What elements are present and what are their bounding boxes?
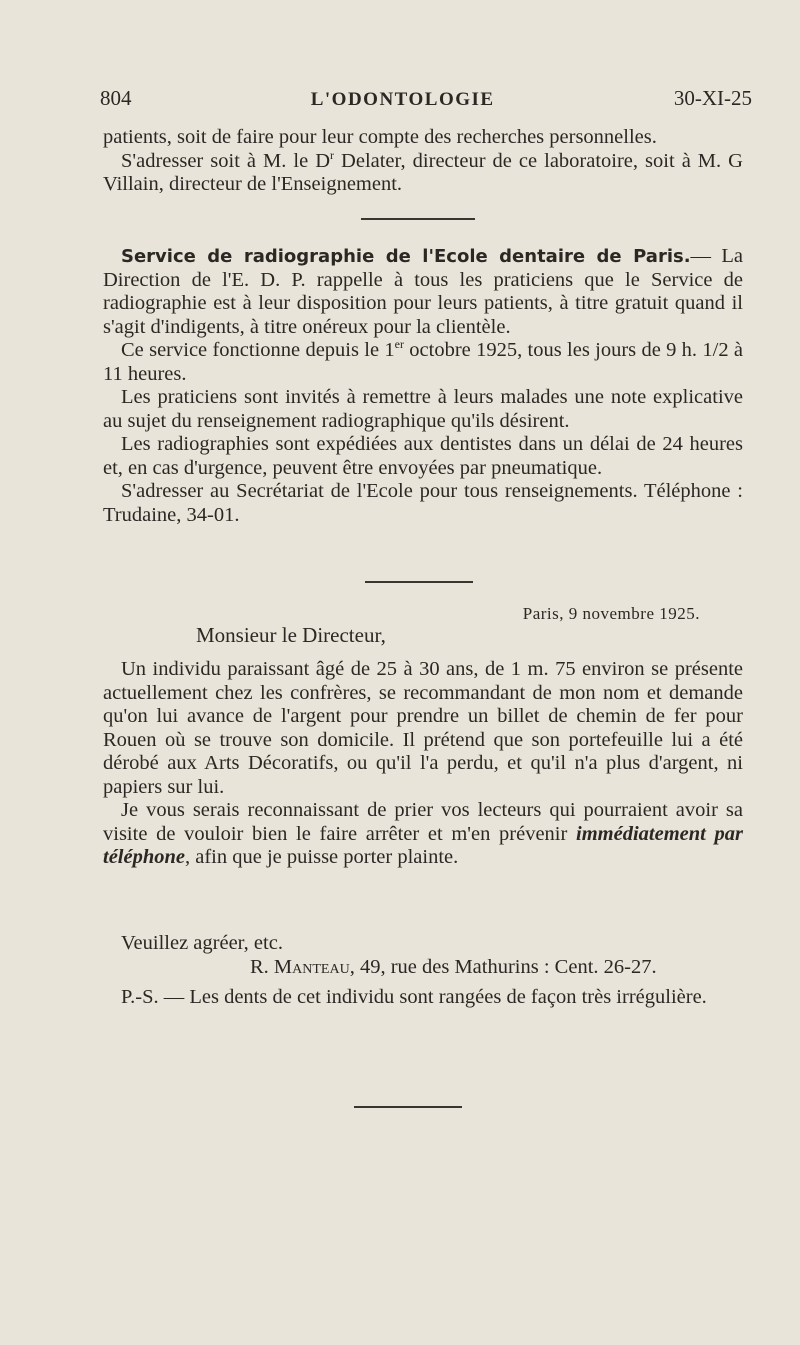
text-run: Ce service fonctionne depuis le 1 [121,339,395,361]
letter-salutation: Monsieur le Directeur, [196,623,386,647]
emphasis: immédiatement par téléphone [103,822,743,868]
letter-closing-block [103,932,743,956]
running-header [100,86,752,111]
section-heading: Service de radiographie de l'Ecole dentaire de Paris. [121,246,691,267]
paragraph: Les radiographies sont expédiées aux dentistes dans un délai de 24 heures et, en cas d'urgence, peuvent être envoyées par pneumatique. [103,433,743,479]
signature-address: , 49, rue des Mathurins : Cent. 26-27. [349,956,657,978]
postscript-block [103,986,743,1010]
paragraph [103,147,743,197]
page-number: 804 [100,86,132,110]
separator-rule [365,581,473,583]
block-radiography [103,245,743,527]
superscript: r [330,147,335,162]
paragraph [103,245,743,339]
text-run: octobre 1925, tous les jours de 9 h. 1/2 à 11 heures. [103,339,743,385]
text-run: , afin que je puisse porter plainte. [185,846,459,868]
separator-rule [361,218,475,220]
superscript: er [394,337,404,352]
paragraph: patients, soit de faire pour leur compte des recherches personnelles. [103,126,657,148]
signature-name: R. Manteau [250,956,350,978]
journal-title: L'ODONTOLOGIE [310,89,495,110]
letter-body [103,658,743,870]
paragraph [103,799,743,870]
separator-rule [354,1106,462,1108]
block-laboratory [103,126,743,197]
text-run: S'adresser soit à M. le D [121,149,331,172]
paragraph [103,339,743,386]
postscript: P.-S. — Les dents de cet individu sont rangées de façon très irrégulière. [121,986,707,1008]
paragraph: Les praticiens sont invités à remettre à leurs malades une note explicative au sujet du renseignement radiographique qu'ils désirent. [103,386,743,432]
letter-date: Paris, 9 novembre 1925. [522,604,700,623]
text-run: — La Direction de l'E. D. P. rappelle à tous les praticiens que le Service de radiographie est à leur disposition pour leurs patients, à titre gratuit quand il s'agit d'indigents, à titre onéreux pour la clientèle. [103,245,743,338]
letter-signature [250,956,657,979]
paragraph: S'adresser au Secrétariat de l'Ecole pour tous renseignements. Téléphone : Trudaine, 34-01. [103,480,743,526]
header-date: 30-XI-25 [673,86,752,110]
text-run: Je vous serais reconnaissant de prier vos lecteurs qui pourraient avoir sa visite de vouloir bien le faire arrêter et m'en prévenir [103,799,743,845]
letter-closing: Veuillez agréer, etc. [121,932,283,954]
paragraph: Un individu paraissant âgé de 25 à 30 ans, de 1 m. 75 environ se présente actuellement chez les confrères, se recommandant de mon nom et demande qu'on lui avance de l'argent pour prendre un billet de chemin de fer pour Rouen où se trouve son domicile. Il prétend que son portefeuille lui a été dérobé aux Arts Décoratifs, ou qu'il l'a perdu, et qu'il n'a plus d'argent, ni papiers sur lui. [103,658,743,798]
text-run: Delater, directeur de ce laboratoire, soit à M. G Villain, directeur de l'Enseignement. [103,149,743,195]
